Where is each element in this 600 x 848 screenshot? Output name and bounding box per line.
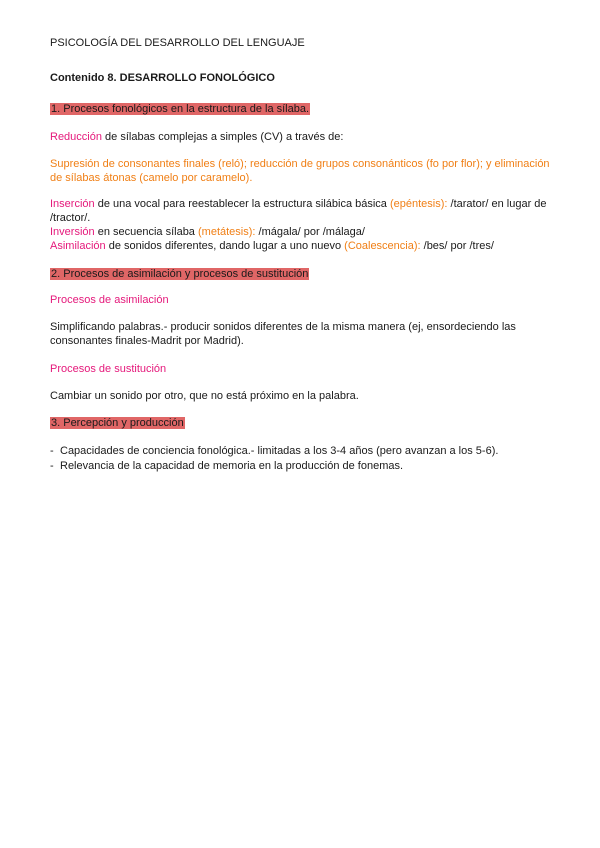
metatesis-tag: (metátesis): bbox=[198, 226, 256, 238]
asimilacion-subheading: Procesos de asimilación bbox=[50, 294, 169, 306]
bullet-dash: - bbox=[50, 460, 54, 472]
asimilacion-example: /bes/ por /tres/ bbox=[420, 240, 494, 252]
document-title: PSICOLOGÍA DEL DESARROLLO DEL LENGUAJE bbox=[50, 37, 305, 49]
inversion-paragraph bbox=[50, 225, 560, 239]
inversion-example: /mágala/ por /málaga/ bbox=[255, 226, 365, 238]
section2-heading bbox=[50, 267, 560, 281]
section1-heading bbox=[50, 102, 560, 116]
list-item-text: Capacidades de conciencia fonológica.- limitadas a los 3-4 años (pero avanzan a los 5-6). bbox=[60, 445, 499, 457]
insercion-example: /tarator/ en lugar de /tractor/. bbox=[50, 198, 547, 224]
list-item bbox=[50, 459, 560, 473]
asimilacion-paragraph bbox=[50, 239, 560, 253]
inversion-term: Inversión bbox=[50, 226, 95, 238]
insercion-term: Inserción bbox=[50, 198, 95, 210]
list-item-text: Relevancia de la capacidad de memoria en la producción de fonemas. bbox=[60, 460, 404, 472]
sustitucion-subheading: Procesos de sustitución bbox=[50, 363, 167, 375]
epentesis-tag: (epéntesis): bbox=[389, 198, 448, 210]
section3-heading bbox=[50, 416, 560, 430]
insercion-paragraph bbox=[50, 197, 560, 225]
supresion-paragraph: Supresión de consonantes finales (reló); reducción de grupos consonánticos (fo por flor); y eliminación de sílabas átonas (camelo por caramelo). bbox=[50, 158, 550, 184]
section1-heading-text: 1. Procesos fonológicos en la estructura de la sílaba. bbox=[51, 103, 310, 115]
section2-heading-text: 2. Procesos de asimilación y procesos de sustitución bbox=[51, 268, 309, 280]
asimilacion-text: de sonidos diferentes, dando lugar a uno nuevo bbox=[105, 240, 345, 252]
list-item bbox=[50, 444, 560, 458]
reduccion-term: Reducción bbox=[50, 131, 102, 143]
sustitucion-description: Cambiar un sonido por otro, que no está próximo en la palabra. bbox=[50, 390, 359, 402]
section3-heading-text: 3. Percepción y producción bbox=[51, 417, 184, 429]
insercion-text: de una vocal para reestablecer la estructura silábica básica bbox=[94, 198, 390, 210]
inversion-text: en secuencia sílaba bbox=[94, 226, 198, 238]
reduccion-text: de sílabas complejas a simples (CV) a través de: bbox=[101, 131, 344, 143]
bullet-dash: - bbox=[50, 445, 54, 457]
asimilacion-description: Simplificando palabras.- producir sonidos diferentes de la misma manera (ej, ensordeciendo las consonantes finales-Madrit por Madrid). bbox=[50, 321, 516, 347]
asimilacion-term: Asimilación bbox=[50, 240, 106, 252]
coalescencia-tag: (Coalescencia): bbox=[344, 240, 421, 252]
reduccion-paragraph bbox=[50, 130, 560, 144]
content-title: Contenido 8. DESARROLLO FONOLÓGICO bbox=[50, 72, 275, 84]
